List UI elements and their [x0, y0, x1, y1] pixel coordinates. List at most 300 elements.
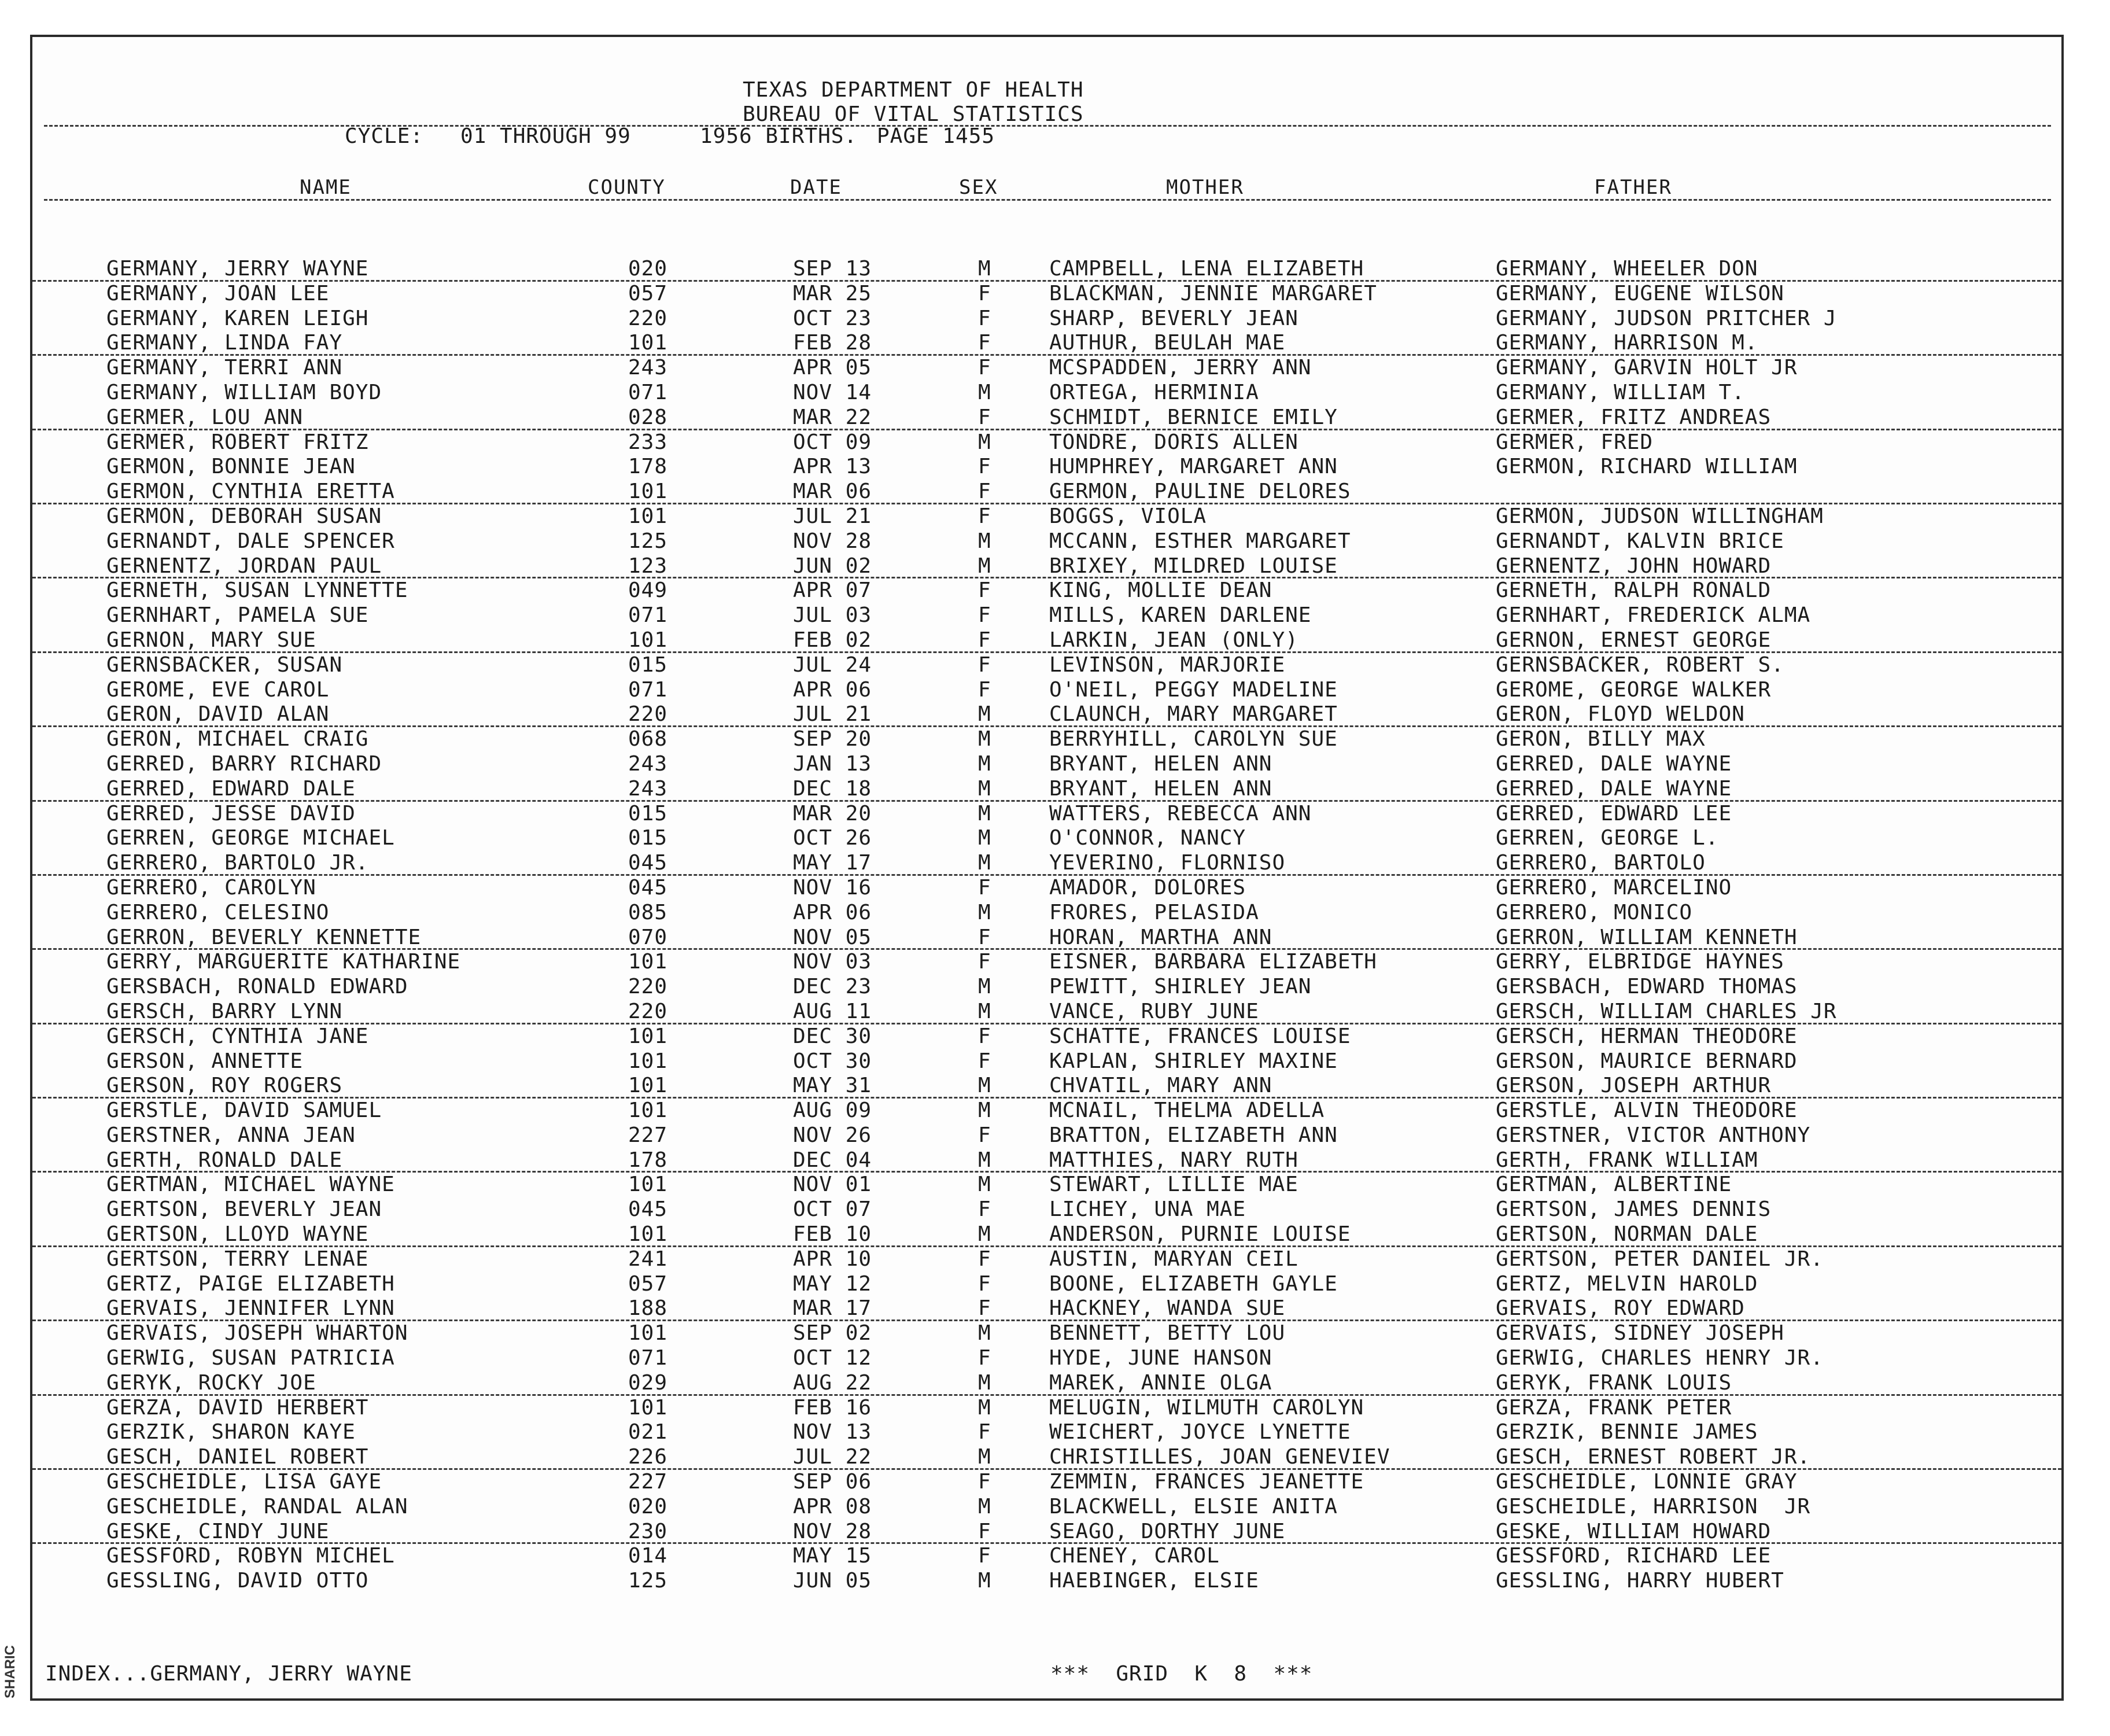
record-date: OCT 12: [793, 1346, 872, 1370]
record-name: GERON, MICHAEL CRAIG: [106, 727, 369, 751]
record-mother: SEAGO, DORTHY JUNE: [1049, 1519, 1286, 1543]
record-mother: BRYANT, HELEN ANN: [1049, 751, 1272, 776]
record-father: GERSON, MAURICE BERNARD: [1496, 1049, 1798, 1073]
record-father: GERNETH, RALPH RONALD: [1496, 578, 1772, 603]
record-sex: F: [978, 1296, 991, 1321]
record-father: GERRY, ELBRIDGE HAYNES: [1496, 950, 1784, 974]
record-name: GERMON, DEBORAH SUSAN: [106, 504, 382, 528]
record-row: [32, 307, 2061, 331]
record-sex: M: [978, 529, 991, 553]
record-county: 101: [628, 1222, 668, 1247]
record-date: APR 05: [793, 356, 872, 380]
record-mother: MILLS, KAREN DARLENE: [1049, 603, 1312, 628]
record-sex: M: [978, 1074, 991, 1098]
record-date: NOV 14: [793, 380, 872, 404]
record-name: GERMANY, JOAN LEE: [106, 281, 330, 305]
record-county: 101: [628, 331, 668, 355]
record-row: [32, 406, 2061, 430]
record-mother: YEVERINO, FLORNISO: [1049, 851, 1286, 875]
record-mother: WATTERS, REBECCA ANN: [1049, 801, 1312, 825]
record-row: [32, 1148, 2061, 1173]
record-county: 057: [628, 1271, 668, 1296]
record-father: GERTZ, MELVIN HAROLD: [1496, 1271, 1758, 1296]
record-mother: ANDERSON, PURNIE LOUISE: [1049, 1222, 1351, 1247]
record-mother: O'NEIL, PEGGY MADELINE: [1049, 677, 1338, 702]
record-county: 220: [628, 975, 668, 999]
record-mother: KING, MOLLIE DEAN: [1049, 578, 1272, 603]
record-sex: F: [978, 1049, 991, 1073]
record-sex: M: [978, 1321, 991, 1346]
record-sex: F: [978, 405, 991, 429]
record-father: GERNANDT, KALVIN BRICE: [1496, 529, 1784, 553]
record-county: 243: [628, 776, 668, 801]
record-sex: F: [978, 1247, 991, 1271]
record-row: [32, 802, 2061, 827]
record-county: 227: [628, 1123, 668, 1147]
record-date: OCT 26: [793, 826, 872, 850]
record-county: 070: [628, 925, 668, 949]
record-sex: F: [978, 306, 991, 330]
record-father: GESCH, ERNEST ROBERT JR.: [1496, 1445, 1811, 1469]
record-county: 057: [628, 281, 668, 305]
column-header-date: DATE: [790, 176, 842, 199]
record-name: GERVAIS, JOSEPH WHARTON: [106, 1321, 408, 1346]
record-county: 123: [628, 554, 668, 578]
record-mother: SCHMIDT, BERNICE EMILY: [1049, 405, 1338, 429]
record-date: NOV 13: [793, 1420, 872, 1444]
record-name: GERRED, EDWARD DALE: [106, 776, 356, 801]
record-name: GERTSON, TERRY LENAE: [106, 1247, 369, 1271]
record-row: [32, 282, 2061, 307]
record-row: [32, 1321, 2061, 1346]
record-row: [32, 331, 2061, 356]
record-date: MAR 20: [793, 801, 872, 825]
record-father: GERYK, FRANK LOUIS: [1496, 1370, 1732, 1395]
record-name: GERMANY, TERRI ANN: [106, 356, 343, 380]
record-sex: F: [978, 628, 991, 652]
record-sex: F: [978, 603, 991, 628]
record-father: GESSLING, HARRY HUBERT: [1496, 1569, 1784, 1593]
record-date: SEP 20: [793, 727, 872, 751]
record-father: GERRERO, MONICO: [1496, 900, 1693, 924]
record-county: 188: [628, 1296, 668, 1321]
record-date: SEP 13: [793, 257, 872, 281]
record-county: 045: [628, 875, 668, 900]
record-name: GERSTNER, ANNA JEAN: [106, 1123, 356, 1147]
record-county: 020: [628, 257, 668, 281]
record-county: 178: [628, 1148, 668, 1172]
record-row: [32, 1371, 2061, 1396]
record-county: 015: [628, 826, 668, 850]
record-name: GERTH, RONALD DALE: [106, 1148, 343, 1172]
record-row: [32, 480, 2061, 504]
record-father: GERMER, FRITZ ANDREAS: [1496, 405, 1772, 429]
record-name: GERMANY, WILLIAM BOYD: [106, 380, 382, 404]
record-mother: MCCANN, ESTHER MARGARET: [1049, 529, 1351, 553]
record-mother: FRORES, PELASIDA: [1049, 900, 1259, 924]
record-mother: BRATTON, ELIZABETH ANN: [1049, 1123, 1338, 1147]
record-date: OCT 07: [793, 1197, 872, 1222]
record-date: AUG 11: [793, 999, 872, 1023]
record-row: [32, 1544, 2061, 1569]
record-date: AUG 09: [793, 1099, 872, 1123]
record-row: [32, 603, 2061, 628]
record-date: SEP 02: [793, 1321, 872, 1346]
record-father: GERSCH, WILLIAM CHARLES JR: [1496, 999, 1837, 1023]
record-mother: AUSTIN, MARYAN CEIL: [1049, 1247, 1299, 1271]
side-mark: SHARIC: [2, 1645, 18, 1699]
record-sex: M: [978, 1173, 991, 1197]
record-sex: F: [978, 281, 991, 305]
record-sex: M: [978, 1099, 991, 1123]
record-county: 230: [628, 1519, 668, 1543]
record-date: MAY 12: [793, 1271, 872, 1296]
record-county: 101: [628, 1395, 668, 1420]
record-mother: O'CONNOR, NANCY: [1049, 826, 1246, 850]
record-sex: M: [978, 380, 991, 404]
record-row: [32, 752, 2061, 777]
record-name: GERNHART, PAMELA SUE: [106, 603, 369, 628]
record-father: GERNON, ERNEST GEORGE: [1496, 628, 1772, 652]
record-row: [32, 578, 2061, 603]
record-sex: F: [978, 504, 991, 528]
record-row: [32, 529, 2061, 554]
record-name: GERSBACH, RONALD EDWARD: [106, 975, 408, 999]
record-date: JUL 21: [793, 504, 872, 528]
record-name: GERSCH, CYNTHIA JANE: [106, 1024, 369, 1048]
record-date: NOV 26: [793, 1123, 872, 1147]
record-mother: ORTEGA, HERMINIA: [1049, 380, 1259, 404]
record-date: MAR 06: [793, 480, 872, 504]
record-date: DEC 18: [793, 776, 872, 801]
record-sex: F: [978, 1544, 991, 1568]
record-row: [32, 1197, 2061, 1222]
record-name: GERNETH, SUSAN LYNNETTE: [106, 578, 408, 603]
record-date: NOV 28: [793, 1519, 872, 1543]
record-row: [32, 1222, 2061, 1247]
record-mother: SHARP, BEVERLY JEAN: [1049, 306, 1299, 330]
record-name: GERNANDT, DALE SPENCER: [106, 529, 395, 553]
record-name: GERSTLE, DAVID SAMUEL: [106, 1099, 382, 1123]
record-name: GERNSBACKER, SUSAN: [106, 653, 343, 677]
record-date: FEB 28: [793, 331, 872, 355]
grid-reference: *** GRID K 8 ***: [1050, 1662, 1313, 1686]
record-county: 101: [628, 1024, 668, 1048]
record-sex: M: [978, 776, 991, 801]
record-father: GERWIG, CHARLES HENRY JR.: [1496, 1346, 1824, 1370]
record-father: GERRERO, BARTOLO: [1496, 851, 1706, 875]
record-father: GERTSON, PETER DANIEL JR.: [1496, 1247, 1824, 1271]
record-row: [32, 1470, 2061, 1495]
record-sex: F: [978, 1420, 991, 1444]
record-name: GERWIG, SUSAN PATRICIA: [106, 1346, 395, 1370]
cycle-label: CYCLE:: [345, 124, 424, 148]
record-county: 014: [628, 1544, 668, 1568]
record-county: 068: [628, 727, 668, 751]
record-row: [32, 455, 2061, 480]
record-mother: HAEBINGER, ELSIE: [1049, 1569, 1259, 1593]
record-mother: BLACKWELL, ELSIE ANITA: [1049, 1494, 1338, 1518]
record-name: GERRY, MARGUERITE KATHARINE: [106, 950, 461, 974]
record-sex: F: [978, 1470, 991, 1494]
record-mother: TONDRE, DORIS ALLEN: [1049, 430, 1299, 454]
record-name: GERON, DAVID ALAN: [106, 702, 330, 727]
record-row: [32, 926, 2061, 950]
record-name: GERTMAN, MICHAEL WAYNE: [106, 1173, 395, 1197]
record-mother: ZEMMIN, FRANCES JEANETTE: [1049, 1470, 1364, 1494]
record-row: [32, 1272, 2061, 1297]
record-mother: MATTHIES, NARY RUTH: [1049, 1148, 1299, 1172]
record-date: APR 13: [793, 455, 872, 479]
record-date: JUL 24: [793, 653, 872, 677]
record-name: GESSLING, DAVID OTTO: [106, 1569, 369, 1593]
record-sex: M: [978, 801, 991, 825]
record-name: GERNON, MARY SUE: [106, 628, 316, 652]
record-county: 220: [628, 306, 668, 330]
record-date: JUL 22: [793, 1445, 872, 1469]
record-mother: KAPLAN, SHIRLEY MAXINE: [1049, 1049, 1338, 1073]
record-date: NOV 05: [793, 925, 872, 949]
record-date: JUL 03: [793, 603, 872, 628]
record-sex: F: [978, 1519, 991, 1543]
record-row: [32, 1296, 2061, 1321]
record-county: 071: [628, 603, 668, 628]
record-name: GERZA, DAVID HERBERT: [106, 1395, 369, 1420]
record-county: 101: [628, 1173, 668, 1197]
record-date: APR 08: [793, 1494, 872, 1518]
record-county: 178: [628, 455, 668, 479]
record-mother: BRYANT, HELEN ANN: [1049, 776, 1272, 801]
record-father: GERRED, DALE WAYNE: [1496, 776, 1732, 801]
record-row: [32, 653, 2061, 678]
record-row: [32, 1024, 2061, 1049]
record-sex: F: [978, 1123, 991, 1147]
record-row: [32, 901, 2061, 926]
record-date: AUG 22: [793, 1370, 872, 1395]
record-row: [32, 702, 2061, 727]
record-row: [32, 628, 2061, 653]
record-row: [32, 727, 2061, 752]
record-row: [32, 826, 2061, 851]
record-row: [32, 1123, 2061, 1148]
record-name: GERMER, ROBERT FRITZ: [106, 430, 369, 454]
record-father: GERMON, RICHARD WILLIAM: [1496, 455, 1798, 479]
column-header-sex: SEX: [959, 176, 998, 199]
record-father: GERRERO, MARCELINO: [1496, 875, 1732, 900]
record-father: GERRED, DALE WAYNE: [1496, 751, 1732, 776]
record-date: MAY 15: [793, 1544, 872, 1568]
record-name: GESSFORD, ROBYN MICHEL: [106, 1544, 395, 1568]
record-mother: CAMPBELL, LENA ELIZABETH: [1049, 257, 1364, 281]
record-father: GERRED, EDWARD LEE: [1496, 801, 1732, 825]
record-name: GERYK, ROCKY JOE: [106, 1370, 316, 1395]
record-county: 020: [628, 1494, 668, 1518]
record-row: [32, 975, 2061, 1000]
record-father: GERZA, FRANK PETER: [1496, 1395, 1732, 1420]
record-sex: M: [978, 999, 991, 1023]
record-county: 220: [628, 999, 668, 1023]
record-name: GERMANY, JERRY WAYNE: [106, 257, 369, 281]
record-date: APR 06: [793, 677, 872, 702]
column-header-father: FATHER: [1594, 176, 1672, 199]
index-label: INDEX...GERMANY, JERRY WAYNE: [45, 1662, 412, 1686]
record-county: 227: [628, 1470, 668, 1494]
record-father: GERSTNER, VICTOR ANTHONY: [1496, 1123, 1811, 1147]
record-father: GERNHART, FREDERICK ALMA: [1496, 603, 1811, 628]
record-date: APR 07: [793, 578, 872, 603]
record-name: GEROME, EVE CAROL: [106, 677, 330, 702]
record-father: GERMANY, HARRISON M.: [1496, 331, 1758, 355]
record-sex: F: [978, 480, 991, 504]
record-row: [32, 777, 2061, 802]
record-sex: F: [978, 1271, 991, 1296]
record-county: 101: [628, 950, 668, 974]
record-county: 101: [628, 504, 668, 528]
record-father: GERSON, JOSEPH ARTHUR: [1496, 1074, 1772, 1098]
record-name: GERRED, BARRY RICHARD: [106, 751, 382, 776]
record-row: [32, 678, 2061, 703]
record-name: GERSCH, BARRY LYNN: [106, 999, 343, 1023]
record-sex: F: [978, 1346, 991, 1370]
record-sex: F: [978, 875, 991, 900]
cycle-value: 01 THROUGH 99: [460, 124, 631, 148]
record-sex: F: [978, 925, 991, 949]
record-father: GERMON, JUDSON WILLINGHAM: [1496, 504, 1824, 528]
record-name: GERSON, ANNETTE: [106, 1049, 304, 1073]
record-mother: VANCE, RUBY JUNE: [1049, 999, 1259, 1023]
record-county: 021: [628, 1420, 668, 1444]
record-mother: WEICHERT, JOYCE LYNETTE: [1049, 1420, 1351, 1444]
record-father: GERTH, FRANK WILLIAM: [1496, 1148, 1758, 1172]
record-mother: SCHATTE, FRANCES LOUISE: [1049, 1024, 1351, 1048]
record-county: 045: [628, 1197, 668, 1222]
record-date: DEC 04: [793, 1148, 872, 1172]
record-name: GERRERO, BARTOLO JR.: [106, 851, 369, 875]
record-sex: M: [978, 702, 991, 727]
record-county: 071: [628, 380, 668, 404]
record-row: [32, 1569, 2061, 1594]
record-father: GERNSBACKER, ROBERT S.: [1496, 653, 1784, 677]
record-father: GERNENTZ, JOHN HOWARD: [1496, 554, 1772, 578]
record-county: 101: [628, 1321, 668, 1346]
record-name: GERMANY, LINDA FAY: [106, 331, 343, 355]
record-mother: BOGGS, VIOLA: [1049, 504, 1207, 528]
record-father: GERVAIS, ROY EDWARD: [1496, 1296, 1745, 1321]
record-county: 071: [628, 1346, 668, 1370]
record-mother: BLACKMAN, JENNIE MARGARET: [1049, 281, 1377, 305]
record-mother: MAREK, ANNIE OLGA: [1049, 1370, 1272, 1395]
record-date: NOV 01: [793, 1173, 872, 1197]
record-father: GERON, FLOYD WELDON: [1496, 702, 1745, 727]
record-row: [32, 1099, 2061, 1123]
record-county: 101: [628, 628, 668, 652]
record-father: GERMANY, GARVIN HOLT JR: [1496, 356, 1798, 380]
record-sex: F: [978, 455, 991, 479]
record-county: 071: [628, 677, 668, 702]
record-row: [32, 1049, 2061, 1074]
record-father: GERON, BILLY MAX: [1496, 727, 1706, 751]
record-mother: CLAUNCH, MARY MARGARET: [1049, 702, 1338, 727]
record-county: 015: [628, 653, 668, 677]
record-mother: MELUGIN, WILMUTH CAROLYN: [1049, 1395, 1364, 1420]
record-date: APR 10: [793, 1247, 872, 1271]
record-county: 101: [628, 1074, 668, 1098]
record-father: GERRON, WILLIAM KENNETH: [1496, 925, 1798, 949]
record-mother: CHRISTILLES, JOAN GENEVIEV: [1049, 1445, 1390, 1469]
record-date: MAR 17: [793, 1296, 872, 1321]
record-father: GESCHEIDLE, HARRISON JR: [1496, 1494, 1811, 1518]
record-county: 226: [628, 1445, 668, 1469]
record-sex: F: [978, 653, 991, 677]
record-sex: M: [978, 1569, 991, 1593]
record-row: [32, 1445, 2061, 1470]
record-row: [32, 876, 2061, 901]
record-mother: EISNER, BARBARA ELIZABETH: [1049, 950, 1377, 974]
record-mother: BENNETT, BETTY LOU: [1049, 1321, 1286, 1346]
column-header-name: NAME: [300, 176, 352, 199]
record-mother: GERMON, PAULINE DELORES: [1049, 480, 1351, 504]
record-father: GESCHEIDLE, LONNIE GRAY: [1496, 1470, 1798, 1494]
record-sex: M: [978, 1222, 991, 1247]
column-header-mother: MOTHER: [1166, 176, 1244, 199]
record-row: [32, 356, 2061, 381]
record-date: OCT 23: [793, 306, 872, 330]
record-name: GESCHEIDLE, LISA GAYE: [106, 1470, 382, 1494]
record-date: NOV 28: [793, 529, 872, 553]
record-sex: M: [978, 1445, 991, 1469]
record-sex: F: [978, 578, 991, 603]
record-row: [32, 1074, 2061, 1099]
record-father: GERMANY, JUDSON PRITCHER J: [1496, 306, 1837, 330]
page-number: PAGE 1455: [877, 124, 995, 148]
record-list: [32, 257, 2061, 1594]
record-date: SEP 06: [793, 1470, 872, 1494]
record-row: [32, 1420, 2061, 1445]
record-name: GESKE, CINDY JUNE: [106, 1519, 330, 1543]
record-date: JUL 21: [793, 702, 872, 727]
record-father: GERMER, FRED: [1496, 430, 1654, 454]
record-row: [32, 1000, 2061, 1024]
record-date: MAY 17: [793, 851, 872, 875]
record-row: [32, 1173, 2061, 1197]
record-county: 101: [628, 1049, 668, 1073]
record-sex: M: [978, 1370, 991, 1395]
record-mother: LEVINSON, MARJORIE: [1049, 653, 1286, 677]
record-county: 125: [628, 529, 668, 553]
record-row: [32, 554, 2061, 579]
record-sex: F: [978, 331, 991, 355]
record-county: 015: [628, 801, 668, 825]
record-date: NOV 03: [793, 950, 872, 974]
record-mother: HUMPHREY, MARGARET ANN: [1049, 455, 1338, 479]
record-date: DEC 23: [793, 975, 872, 999]
record-name: GERTZ, PAIGE ELIZABETH: [106, 1271, 395, 1296]
record-father: GERREN, GEORGE L.: [1496, 826, 1719, 850]
record-county: 220: [628, 702, 668, 727]
record-county: 029: [628, 1370, 668, 1395]
record-name: GERTSON, LLOYD WAYNE: [106, 1222, 369, 1247]
record-date: FEB 10: [793, 1222, 872, 1247]
record-name: GERMER, LOU ANN: [106, 405, 304, 429]
record-father: GESKE, WILLIAM HOWARD: [1496, 1519, 1772, 1543]
record-father: GERTMAN, ALBERTINE: [1496, 1173, 1732, 1197]
record-row: [32, 504, 2061, 529]
record-date: DEC 30: [793, 1024, 872, 1048]
record-sex: M: [978, 1494, 991, 1518]
record-row: [32, 257, 2061, 282]
record-father: GERTSON, JAMES DENNIS: [1496, 1197, 1772, 1222]
record-father: GERMANY, WHEELER DON: [1496, 257, 1758, 281]
